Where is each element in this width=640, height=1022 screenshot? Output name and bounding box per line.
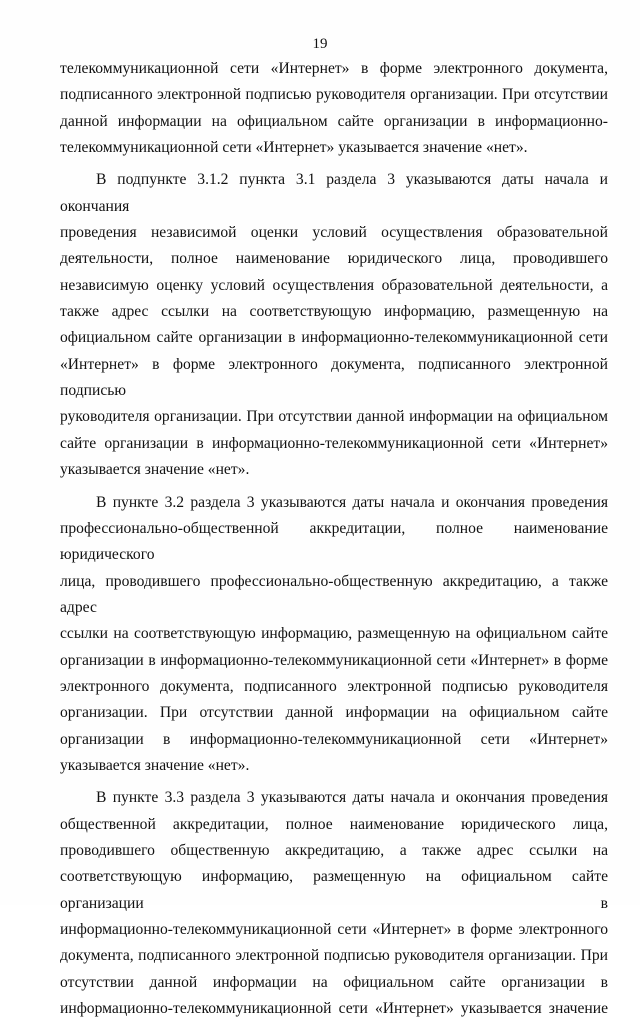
paragraph-line: деятельности, полное наименование юридического лица, проводившего <box>60 250 608 268</box>
paragraph-line: В пункте 3.3 раздела 3 указываются даты начала и окончания проведения <box>96 789 608 807</box>
paragraph-line: соответствующую информацию, размещенную на официальном сайте организации в <box>60 868 608 912</box>
paragraph-line: отсутствии данной информации на официальном сайте организации в <box>60 973 608 991</box>
paragraph-line: подписанного электронной подписью руководителя организации. При отсутствии <box>60 86 608 104</box>
paragraph-line: организации в информационно-телекоммуникационной сети «Интернет» <box>60 730 608 748</box>
paragraph-line: В подпункте 3.1.2 пункта 3.1 раздела 3 указываются даты начала и окончания <box>60 171 608 215</box>
paragraph-line: сайте организации в информационно-телекоммуникационной сети «Интернет» <box>60 434 608 452</box>
paragraph-line: также адрес ссылки на соответствующую информацию, размещенную на <box>60 303 608 321</box>
page-number: 19 <box>312 36 328 52</box>
paragraph-line: организации в информационно-телекоммуникационной сети «Интернет» в форме <box>60 651 608 669</box>
paragraph-line: В пункте 3.2 раздела 3 указываются даты начала и окончания проведения <box>96 493 608 511</box>
paragraph-line: проводившего общественную аккредитацию, а также адрес ссылки на <box>60 841 608 859</box>
document-body <box>60 56 608 1022</box>
paragraph-line: лица, проводившего профессионально-общественную аккредитацию, а также адрес <box>60 572 608 616</box>
paragraph-line: указывается значение «нет». <box>60 756 250 774</box>
paragraph-line: ссылки на соответствующую информацию, размещенную на официальном сайте <box>60 625 608 643</box>
paragraph-line: официальном сайте организации в информационно-телекоммуникационной сети <box>60 329 608 347</box>
paragraph-line: общественной аккредитации, полное наименование юридического лица, <box>60 815 608 833</box>
paragraph-line: организации. При отсутствии данной информации на официальном сайте <box>60 704 608 722</box>
paragraph-line: телекоммуникационной сети «Интернет» в форме электронного документа, <box>60 60 608 77</box>
paragraph-line: документа, подписанного электронной подписью руководителя организации. При <box>60 947 608 965</box>
paragraph-line: информационно-телекоммуникационной сети «Интернет» указывается значение <box>60 1000 608 1018</box>
paragraph-line: информационно-телекоммуникационной сети «Интернет» в форме электронного <box>60 921 608 938</box>
paragraph-line: телекоммуникационной сети «Интернет» указывается значение «нет». <box>60 139 528 157</box>
paragraph-line: профессионально-общественной аккредитации, полное наименование юридического <box>60 519 608 564</box>
paragraph-line: указывается значение «нет». <box>60 461 250 479</box>
paragraph-line: независимую оценку условий осуществления образовательной деятельности, а <box>60 276 608 294</box>
paragraph-line: руководителя организации. При отсутствии данной информации на официальном <box>60 408 608 426</box>
paragraph-line: электронного документа, подписанного электронной подписью руководителя <box>60 677 608 695</box>
paragraph-line: проведения независимой оценки условий осуществления образовательной <box>60 224 608 242</box>
paragraph-line: данной информации на официальном сайте организации в информационно- <box>60 112 608 130</box>
paragraph-line: «Интернет» в форме электронного документа, подписанного электронной подписью <box>60 355 608 400</box>
